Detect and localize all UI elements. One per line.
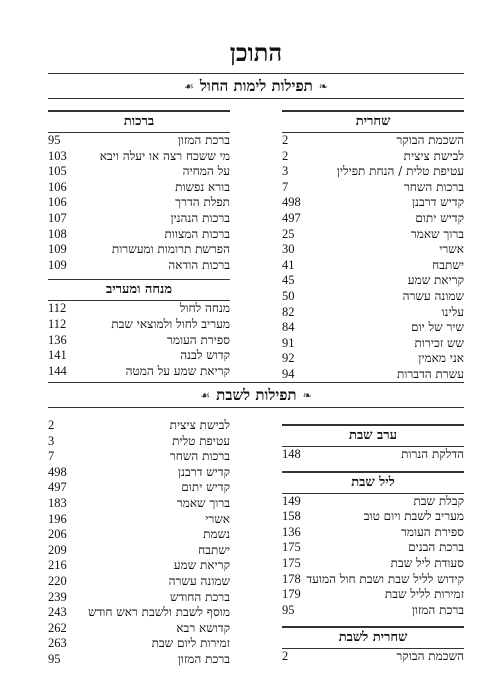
toc-entry [48,590,230,606]
toc-entry [282,587,464,603]
entry-page-number: 109 [48,257,67,272]
entry-page-number: 112 [48,316,67,331]
entry-page-number: 2 [282,133,289,147]
entry-page-number: 141 [48,348,67,363]
entry-page-number: 175 [282,540,301,555]
entry-page-number: 179 [282,587,301,602]
shacharit-shabbat-list [282,649,464,665]
entry-title: קריאת שמע [407,273,464,288]
entry-title: ברכת המזון [177,133,230,147]
entry-page-number: 95 [48,133,61,147]
shabbat-shacharit-continued-list [48,418,230,668]
toc-entry [282,649,464,665]
table-of-contents-page [48,0,464,692]
entry-page-number: 106 [48,179,67,194]
entry-page-number: 95 [48,651,61,666]
entry-title: ברוך שאמר [410,226,464,241]
entry-page-number: 82 [282,304,295,319]
entry-title: ברכת החודש [169,589,230,604]
entry-page-number: 175 [282,555,301,570]
toc-entry [48,512,230,528]
toc-entry [48,133,230,149]
shabbat-banner [48,382,464,408]
entry-title: הדלקת הנרות [401,447,464,461]
entry-title: ספירת העומר [400,524,464,539]
entry-title: שש זכירות [414,335,464,350]
toc-entry [282,336,464,352]
toc-entry [48,527,230,543]
entry-page-number: 92 [282,351,295,366]
entry-title: קבלת שבת [413,493,464,508]
entry-page-number: 112 [48,301,67,316]
ornament-right-icon: ❧ [302,388,312,402]
page-title: התוכן [229,38,283,67]
toc-entry [282,320,464,336]
erev-shabbat-list [282,447,464,463]
entry-page-number: 41 [282,257,295,272]
entry-page-number: 497 [48,480,67,495]
toc-entry [48,333,230,349]
section-heading-erev-shabbat: ערב שבת [282,424,464,447]
entry-page-number: 91 [282,335,295,350]
entry-title: אשרי [439,242,464,257]
entry-page-number: 206 [48,527,67,542]
toc-entry [48,211,230,227]
entry-title: סעודת ליל שבת [390,555,464,570]
entry-page-number: 103 [48,148,67,163]
entry-title: ברכות השחר [403,179,464,194]
entry-title: קדיש דרבנן [411,195,464,210]
ornament-left-icon: ☙ [184,79,194,93]
toc-entry [282,258,464,274]
entry-page-number: 148 [282,447,301,461]
section-heading-mincha-maariv: מנחה ומעריב [48,279,230,301]
entry-title: אני מאמין [418,351,464,366]
entry-title: זמירות ליום שבת [151,636,230,651]
entry-title: מנחה לחול [179,301,230,316]
toc-entry [282,289,464,305]
toc-entry [282,180,464,196]
entry-title: עטיפת טלית / הנחת תפילין [336,164,464,179]
entry-page-number: 7 [48,449,55,464]
entry-title: ברוך שאמר [176,495,230,510]
toc-entry [48,465,230,481]
entry-title: זמירות לליל שבת [384,587,464,602]
entry-page-number: 108 [48,226,67,241]
toc-entry [48,449,230,465]
entry-page-number: 498 [282,195,301,210]
entry-title: תפלת הדרך [175,195,230,210]
entry-page-number: 136 [48,332,67,347]
entry-page-number: 2 [48,418,55,432]
toc-entry [48,317,230,333]
entry-title: ברכת המזון [411,602,464,617]
entry-title: לבישת ציצית [403,148,464,163]
entry-title: קדיש יתום [181,480,230,495]
toc-entry [48,149,230,165]
entry-page-number: 2 [282,148,289,163]
toc-entry [48,364,230,380]
toc-entry [48,496,230,512]
shacharit-list [282,133,464,383]
toc-entry [282,273,464,289]
entry-page-number: 243 [48,605,67,620]
toc-entry [282,227,464,243]
toc-entry [282,351,464,367]
entry-page-number: 3 [282,164,289,179]
entry-title: מוסף לשבת ולשבת ראש חודש [87,605,230,620]
entry-title: עלינו [441,304,464,319]
toc-entry [48,180,230,196]
shabbat-banner-title: תפילות לשבת [216,385,297,404]
entry-page-number: 263 [48,636,67,651]
toc-entry [48,434,230,450]
entry-title: עשרת הדברות [396,366,464,381]
entry-title: נשמת [203,527,230,542]
entry-page-number: 107 [48,210,67,225]
entry-page-number: 30 [282,242,295,257]
ornament-left-icon: ☙ [200,388,211,402]
entry-page-number: 262 [48,620,67,635]
toc-entry [282,149,464,165]
entry-title: עטיפת טלית [172,433,230,448]
entry-title: שיר של יום [411,320,464,335]
toc-entry [282,603,464,619]
entry-title: קדיש דרבנן [177,464,230,479]
entry-title: ספירת העומר [166,332,230,347]
entry-title: קדושא רבא [176,620,230,635]
toc-entry [48,652,230,668]
entry-page-number: 106 [48,195,67,210]
entry-page-number: 220 [48,573,67,588]
entry-page-number: 497 [282,210,301,225]
weekday-berachot-column [48,110,230,379]
entry-page-number: 25 [282,226,295,241]
entry-title: לבישת ציצית [169,418,230,432]
entry-title: השכמת הבוקר [396,133,464,147]
toc-entry [282,133,464,149]
toc-entry [282,242,464,258]
entry-page-number: 84 [282,320,295,335]
entry-title: ברכות הנהנין [170,210,230,225]
entry-page-number: 178 [282,571,301,586]
toc-entry [282,525,464,541]
entry-title: על המחיה [182,164,230,179]
toc-entry [48,558,230,574]
entry-title: שמונה עשרה [402,288,464,303]
entry-page-number: 183 [48,495,67,510]
toc-entry [282,367,464,383]
toc-entry [48,301,230,317]
toc-entry [282,540,464,556]
toc-entry [282,572,464,588]
toc-entry [282,556,464,572]
entry-title: קריאת שמע [173,558,230,573]
toc-entry [48,543,230,559]
entry-title: מעריב לחול ולמוצאי שבת [111,316,230,331]
toc-entry [48,605,230,621]
entry-page-number: 239 [48,589,67,604]
entry-page-number: 94 [282,366,295,381]
toc-entry [48,164,230,180]
entry-title: קדיש יתום [415,210,464,225]
toc-entry [282,211,464,227]
entry-title: ישתבח [198,542,230,557]
entry-title: ברכת הבנים [408,540,464,555]
entry-page-number: 196 [48,511,67,526]
entry-page-number: 95 [282,602,295,617]
entry-page-number: 498 [48,464,67,479]
toc-entry [48,258,230,274]
entry-title: הפרשת תרומות ומעשרות [111,242,230,257]
toc-entry [282,447,464,463]
toc-entry [282,305,464,321]
entry-page-number: 45 [282,273,295,288]
entry-page-number: 50 [282,288,295,303]
entry-title: קידוש לליל שבת ושבת חול המועד [306,571,464,586]
entry-page-number: 105 [48,164,67,179]
weekday-shacharit-column [282,110,464,383]
entry-page-number: 136 [282,524,301,539]
weekday-banner-title: תפילות לימות החול [199,76,313,95]
toc-entry [48,242,230,258]
toc-entry [282,164,464,180]
entry-page-number: 144 [48,363,67,378]
shabbat-left-column [48,418,230,668]
section-heading-shacharit: שחרית [282,110,464,133]
entry-title: ברכות השחר [169,449,230,464]
entry-page-number: 216 [48,558,67,573]
weekday-banner [48,73,464,99]
entry-title: קדוש לבנה [180,348,230,363]
entry-title: ברכות הודאה [168,257,230,272]
toc-entry [282,195,464,211]
mincha-maariv-list [48,301,230,379]
entry-title: מעריב לשבת ויום טוב [363,509,464,524]
toc-entry [282,494,464,510]
entry-title: ברכות המצוות [164,226,230,241]
entry-title: ברכת המזון [177,651,230,666]
toc-entry [48,574,230,590]
entry-page-number: 209 [48,542,67,557]
toc-entry [48,195,230,211]
entry-title: קריאת שמע על המטה [125,363,230,378]
entry-page-number: 158 [282,509,301,524]
entry-title: השכמת הבוקר [396,649,464,664]
section-heading-berachot: ברכות [48,110,230,133]
entry-page-number: 3 [48,433,55,448]
toc-entry [48,348,230,364]
toc-entry [48,227,230,243]
toc-entry [48,480,230,496]
section-heading-leil-shabbat: ליל שבת [282,471,464,494]
shabbat-right-column [282,424,464,665]
entry-title: מי ששכח רצה או יעלה ויבא [99,148,230,163]
toc-entry [48,636,230,652]
entry-page-number: 149 [282,493,301,508]
berachot-list [48,133,230,273]
entry-page-number: 109 [48,242,67,257]
toc-entry [48,621,230,637]
entry-title: ישתבח [432,257,464,272]
entry-title: שמונה עשרה [168,573,230,588]
entry-page-number: 2 [282,649,289,664]
ornament-right-icon: ❧ [318,79,328,93]
toc-entry [282,509,464,525]
toc-entry [48,418,230,434]
leil-shabbat-list [282,494,464,619]
entry-title: בורא נפשות [175,179,230,194]
entry-page-number: 7 [282,179,289,194]
entry-title: אשרי [205,511,230,526]
section-heading-shacharit-shabbat: שחרית לשבת [282,626,464,649]
